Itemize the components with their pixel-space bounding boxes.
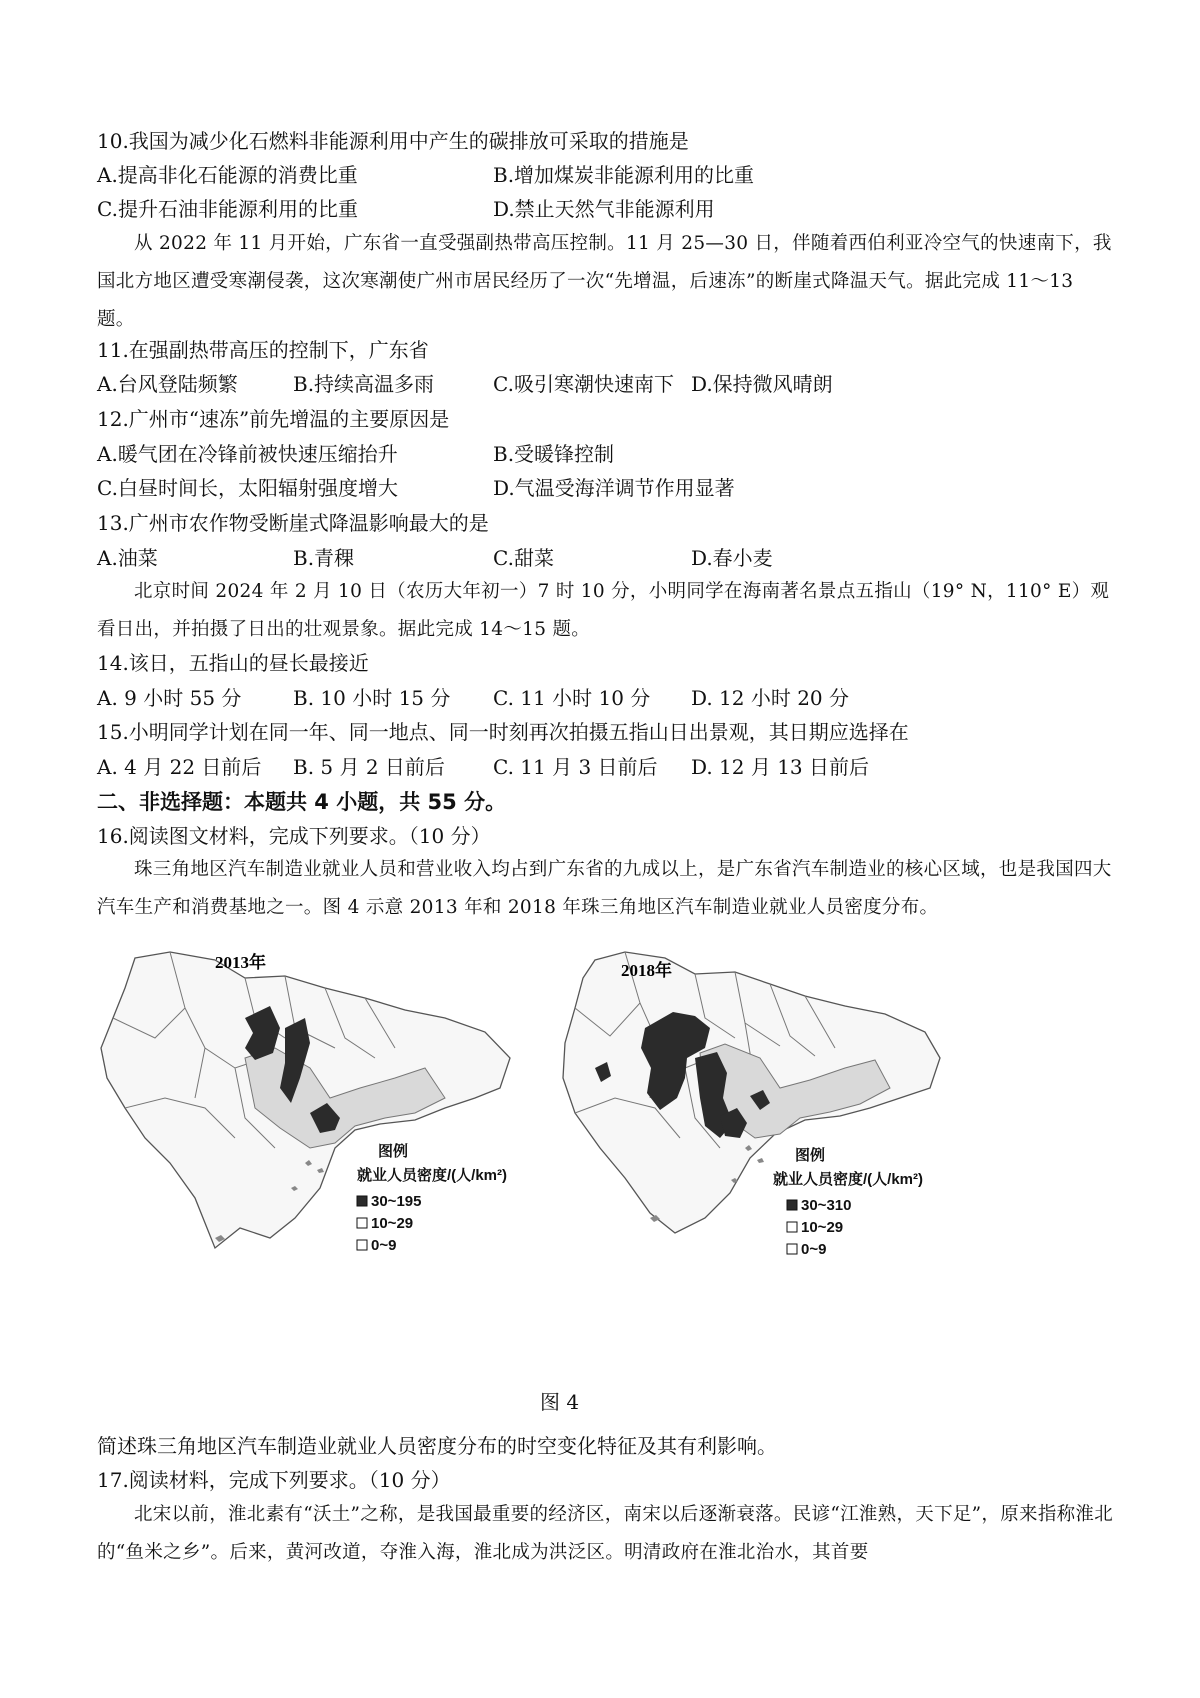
- q12-option-a: A.暖气团在冷锋前被快速压缩抬升: [97, 442, 398, 466]
- map-2018-legend-swatch-high: [787, 1200, 797, 1210]
- map-2018-legend-swatch-low: [787, 1244, 797, 1254]
- q14-stem: 14.该日，五指山的昼长最接近: [97, 651, 369, 675]
- q12-stem: 12.广州市“速冻”前先增温的主要原因是: [97, 407, 450, 431]
- figure-4-caption: 图 4: [540, 1390, 580, 1414]
- q13-option-a: A.油菜: [97, 546, 158, 570]
- q14-option-b: B. 10 小时 15 分: [293, 686, 451, 710]
- section-2-heading: 二、非选择题：本题共 4 小题，共 55 分。: [97, 790, 507, 814]
- q14-option-a: A. 9 小时 55 分: [97, 686, 242, 710]
- q12-option-b: B.受暖锋控制: [493, 442, 615, 466]
- q16-material: 珠三角地区汽车制造业就业人员和营业收入均占到广东省的九成以上，是广东省汽车制造业的核心区域，也是我国四大汽车生产和消费基地之一。图 4 示意 2013 年和 2018 年珠三角地区汽车制造业就业人员密度分布。: [97, 859, 1112, 918]
- map-2013-legend-title: 图例: [378, 1143, 409, 1160]
- q15-option-b: B. 5 月 2 日前后: [293, 755, 445, 779]
- map-2013-legend-swatch-high: [357, 1196, 367, 1206]
- map-2018-legend-class-mid: 10~29: [801, 1219, 844, 1236]
- map-2018-year: 2018年: [621, 961, 672, 980]
- q13-option-c: C.甜菜: [493, 546, 554, 570]
- q17-material: 北宋以前，淮北素有“沃土”之称，是我国最重要的经济区，南宋以后逐渐衰落。民谚“江淮熟，天下足”，原来指称淮北的“鱼米之乡”。后来，黄河改道，夺淮入海，淮北成为洪泛区。明清政府在淮北治水，其首要: [97, 1504, 1114, 1563]
- q15-stem: 15.小明同学计划在同一年、同一地点、同一时刻再次拍摄五指山日出景观，其日期应选择在: [97, 720, 909, 744]
- map-2013-year: 2013年: [215, 953, 266, 972]
- q12-option-c: C.白昼时间长，太阳辐射强度增大: [97, 476, 398, 500]
- material-14-15: 北京时间 2024 年 2 月 10 日（农历大年初一）7 时 10 分，小明同学在海南著名景点五指山（19° N，110° E）观看日出，并拍摄了日出的壮观景象。据此完成 14～15 题。: [97, 581, 1110, 640]
- map-2018-legend-title: 图例: [795, 1147, 826, 1164]
- q14-option-d: D. 12 小时 20 分: [691, 686, 850, 710]
- map-2013-legend-swatch-low: [357, 1240, 367, 1250]
- q14-option-c: C. 11 小时 10 分: [493, 686, 651, 710]
- q11-option-a: A.台风登陆频繁: [97, 372, 238, 396]
- map-2018-legend-unit: 就业人员密度/(人/km²): [773, 1171, 924, 1188]
- q15-option-c: C. 11 月 3 日前后: [493, 755, 658, 779]
- q10-option-d: D.禁止天然气非能源利用: [493, 197, 715, 221]
- q10-stem: 10.我国为减少化石燃料非能源利用中产生的碳排放可采取的措施是: [97, 129, 689, 153]
- q16-question: 简述珠三角地区汽车制造业就业人员密度分布的时空变化特征及其有利影响。: [97, 1434, 777, 1458]
- map-2018-legend-class-low: 0~9: [801, 1241, 827, 1258]
- q13-option-b: B.青稞: [293, 546, 355, 570]
- map-2013-legend-class-high: 30~195: [371, 1193, 422, 1210]
- q15-option-a: A. 4 月 22 日前后: [97, 755, 262, 779]
- map-2018-legend-class-high: 30~310: [801, 1197, 852, 1214]
- map-2018-legend-swatch-mid: [787, 1222, 797, 1232]
- q11-option-c: C.吸引寒潮快速南下: [493, 372, 674, 396]
- q12-option-d: D.气温受海洋调节作用显著: [493, 476, 735, 500]
- q13-stem: 13.广州市农作物受断崖式降温影响最大的是: [97, 511, 489, 535]
- q17-stem: 17.阅读材料，完成下列要求。（10 分）: [97, 1468, 451, 1492]
- q10-option-c: C.提升石油非能源利用的比重: [97, 197, 358, 221]
- map-2013-legend-swatch-mid: [357, 1218, 367, 1228]
- material-11-13: 从 2022 年 11 月开始，广东省一直受强副热带高压控制。11 月 25—30 日，伴随着西伯利亚冷空气的快速南下，我国北方地区遭受寒潮侵袭，这次寒潮使广州市居民经历了一次“先增温，后速冻”的断崖式降温天气。据此完成 11～13 题。: [97, 233, 1112, 330]
- map-2013-legend-class-low: 0~9: [371, 1237, 397, 1254]
- q10-option-b: B.增加煤炭非能源利用的比重: [493, 163, 755, 187]
- q10-option-a: A.提高非化石能源的消费比重: [97, 163, 358, 187]
- map-2018: [555, 948, 1025, 1273]
- map-2013: [95, 948, 555, 1273]
- q11-option-d: D.保持微风晴朗: [691, 372, 833, 396]
- q16-stem: 16.阅读图文材料，完成下列要求。（10 分）: [97, 824, 491, 848]
- q15-option-d: D. 12 月 13 日前后: [691, 755, 870, 779]
- q13-option-d: D.春小麦: [691, 546, 773, 570]
- q11-option-b: B.持续高温多雨: [293, 372, 435, 396]
- q11-stem: 11.在强副热带高压的控制下，广东省: [97, 338, 429, 362]
- map-2013-legend-unit: 就业人员密度/(人/km²): [357, 1167, 508, 1184]
- map-2013-legend-class-mid: 10~29: [371, 1215, 414, 1232]
